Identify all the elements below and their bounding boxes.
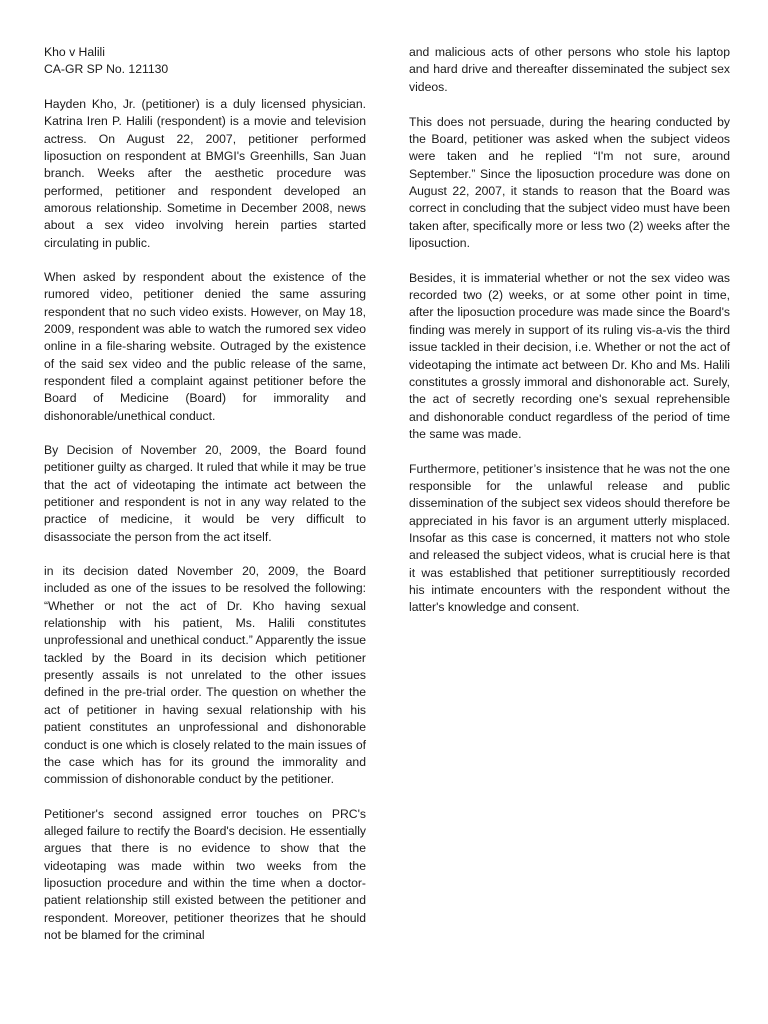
case-number: CA-GR SP No. 121130 — [44, 62, 169, 77]
left-column — [44, 44, 366, 961]
paragraph: and malicious acts of other persons who stole his laptop and hard drive and thereafter disseminated the subject sex videos. — [409, 45, 730, 94]
paragraph: Petitioner's second assigned error touches on PRC's alleged failure to rectify the Board's decision. He essentially argues that there is no evidence to show that the videotaping was made within two weeks from the liposuction procedure and within the time when a doctor-patient relationship still existed between the petitioner and respondent. Moreover, petitioner theorizes that he should not be blamed for the criminal — [44, 806, 366, 942]
paragraph: Hayden Kho, Jr. (petitioner) is a duly licensed physician. Katrina Iren P. Halili (respondent) is a movie and television actress. On August 22, 2007, petitioner performed liposuction on respondent at BMGI's Greenhills, San Juan branch. Weeks after the aesthetic procedure was performed, petitioner and respondent developed an amorous relationship. Sometime in December 2008, news about a sex video involving herein parties started circulating in public. — [44, 96, 366, 250]
paragraph: By Decision of November 20, 2009, the Board found petitioner guilty as charged. It ruled that while it may be true that the act of videotaping the intimate act between the petitioner and respondent is not in any way related to the practice of medicine, it would be very difficult to disassociate the person from the act itself. — [44, 443, 366, 544]
case-header — [44, 44, 366, 79]
paragraph: This does not persuade, during the hearing conducted by the Board, petitioner was asked when the subject videos were taken and he replied “I'm not sure, around September.” Since the liposuction procedure was done on August 22, 2007, it stands to reason that the Board was correct in concluding that the subject video must have been taken after, specifically more or less two (2) weeks after the liposuction. — [409, 114, 730, 250]
paragraph: in its decision dated November 20, 2009, the Board included as one of the issues to be resolved the following: “Whether or not the act of Dr. Kho having sexual relationship with his patient, Ms. Halili constitutes unprofessional and unethical conduct.” Apparently the issue tackled by the Board in its decision which petitioner presently assails is not unrelated to the other issues defined in the pre-trial order. The question on whether the act of petitioner in having sexual relationship with his patient constitutes an unprofessional and dishonorable conduct is one which is closely related to the main issues of the case which has for its ground the immorality and commission of dishonorable conduct by the petitioner. — [44, 564, 366, 787]
paragraph: Besides, it is immaterial whether or not the sex video was recorded two (2) weeks, or at some other point in time, after the liposuction procedure was made since the Board's finding was merely in support of its ruling vis-a-vis the third issue tackled in their decision, i.e. Whether or not the act of videotaping the intimate act between Dr. Kho and Ms. Halili constitutes a grossly immoral and dishonorable act. Surely, the act of secretly recording one's sexual reprehensible and dishonorable conduct regardless of the period of time the same was made. — [409, 270, 730, 441]
paragraph: When asked by respondent about the existence of the rumored video, petitioner denied the same assuring respondent that no such video exists. However, on May 18, 2009, respondent was able to watch the rumored sex video online in a file-sharing website. Outraged by the existence of the said sex video and the public release of the same, respondent filed a complaint against petitioner before the Board of Medicine (Board) for immorality and dishonorable/unethical conduct. — [44, 269, 366, 423]
case-title: Kho v Halili — [44, 45, 105, 59]
right-column — [409, 44, 730, 634]
paragraph: Furthermore, petitioner’s insistence that he was not the one responsible for the unlawful release and public dissemination of the subject sex videos should therefore be appreciated in his favor is an argument utterly misplaced. Insofar as this case is concerned, it matters not who stole and released the subject videos, what is crucial here is that it was established that petitioner surreptitiously recorded his intimate encounters with the respondent without the latter's knowledge and consent. — [409, 461, 730, 615]
